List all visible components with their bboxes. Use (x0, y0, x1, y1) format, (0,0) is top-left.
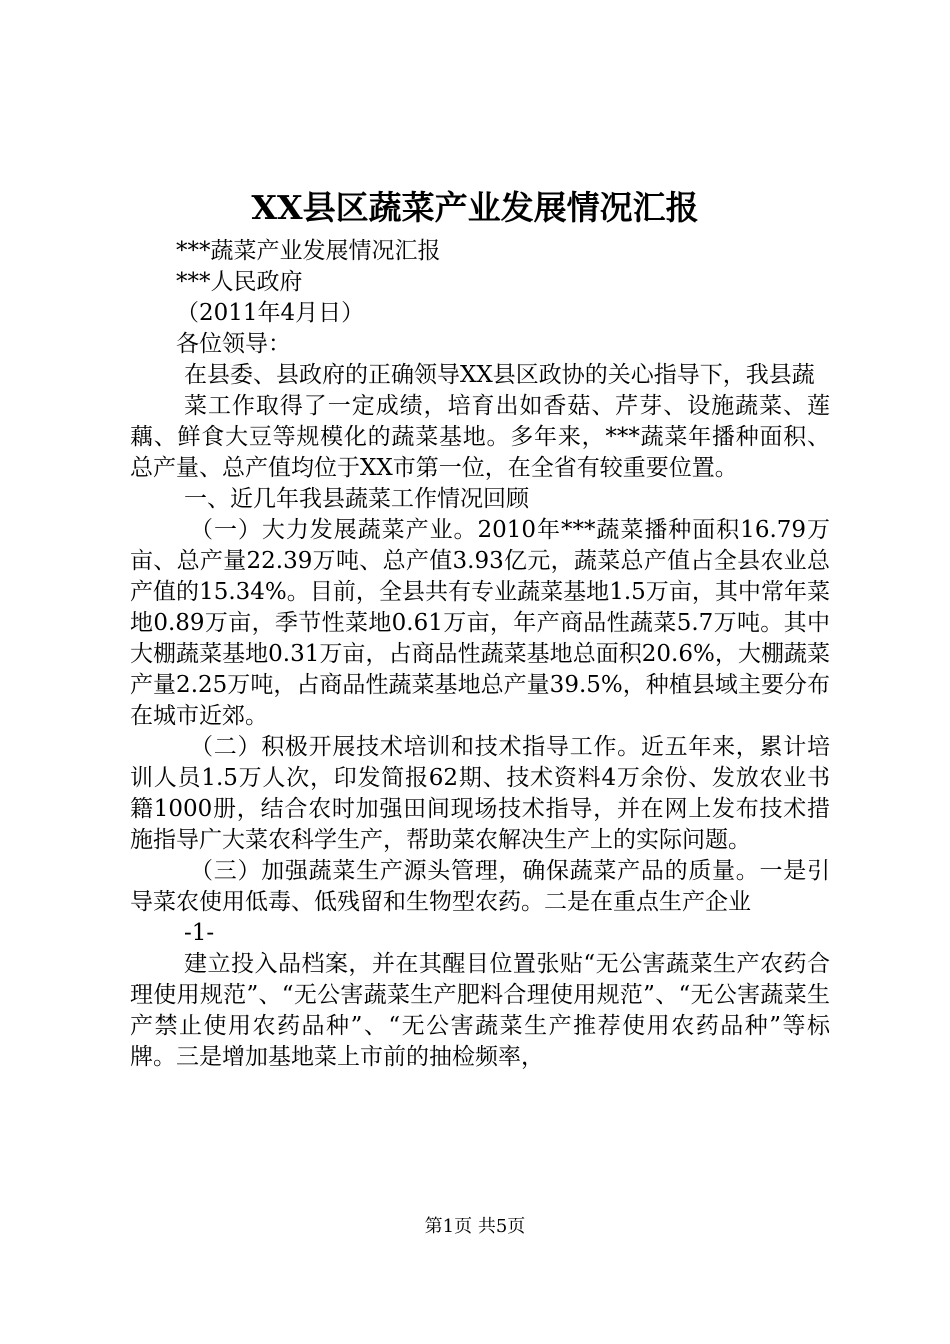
doc-paragraph: （一）大力发展蔬菜产业。2010年***蔬菜播种面积16.79万亩、总产量22.39万吨、总产值3.93亿元，蔬菜总产值占全县农业总产值的15.34%。目前，全县共有专业蔬菜基地1.5万亩，其中常年菜地0.89万亩，季节性菜地0.61万亩，年产商品性蔬菜5.7万吨。其中大棚蔬菜基地0.31万亩，占商品性蔬菜基地总面积20.6%，大棚蔬菜产量2.25万吨，占商品性蔬菜基地总产量39.5%，种植县域主要分布在城市近郊。 (130, 517, 830, 729)
doc-date: （2011年4月日） (176, 300, 365, 326)
doc-subtitle: ***蔬菜产业发展情况汇报 (176, 238, 441, 264)
inline-page-number: -1- (184, 920, 215, 946)
document-title: XX县区蔬菜产业发展情况汇报 (251, 188, 699, 227)
doc-paragraph: （三）加强蔬菜生产源头管理，确保蔬菜产品的质量。一是引导菜农使用低毒、低残留和生物型农药。二是在重点生产企业 (130, 858, 830, 915)
doc-paragraph: （二）积极开展技术培训和技术指导工作。近五年来，累计培训人员1.5万人次，印发简报62期、技术资料4万余份、发放农业书籍1000册，结合农时加强田间现场技术指导，并在网上发布技术措施指导广大菜农科学生产，帮助菜农解决生产上的实际问题。 (130, 734, 830, 853)
doc-issuer: ***人民政府 (176, 269, 303, 295)
document-body (130, 236, 830, 1073)
doc-paragraph: 在县委、县政府的正确领导XX县区政协的关心指导下，我县蔬 (184, 362, 815, 388)
page-footer: 第1页 共5页 (424, 1216, 526, 1237)
doc-paragraph: 菜工作取得了一定成绩，培育出如香菇、芹芽、设施蔬菜、莲藕、鲜食大豆等规模化的蔬菜基地。多年来，***蔬菜年播种面积、总产量、总产值均位于XX市第一位，在全省有较重要位置。 (130, 393, 830, 481)
doc-paragraph: 建立投入品档案，并在其醒目位置张贴“无公害蔬菜生产农药合理使用规范”、“无公害蔬菜生产肥料合理使用规范”、“无公害蔬菜生产禁止使用农药品种”、“无公害蔬菜生产推荐使用农药品种”等标牌。三是增加基地菜上市前的抽检频率， (130, 951, 830, 1070)
doc-salutation: 各位领导： (176, 331, 291, 357)
section-heading: 一、近几年我县蔬菜工作情况回顾 (184, 486, 529, 512)
